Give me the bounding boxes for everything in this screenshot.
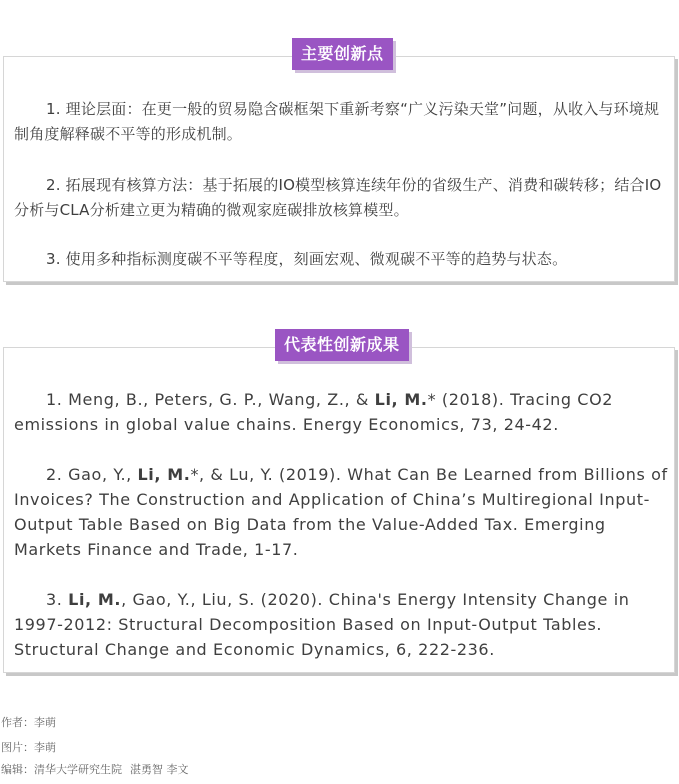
footer-author: 作者：李萌: [1, 716, 56, 729]
reference-details: * (2018). Tracing CO2 emissions in global value chains. Energy Economics, 73, 24-42.: [14, 390, 614, 434]
reference-number: 3.: [46, 590, 69, 609]
footer-editor-org: 清华大学研究生院: [34, 763, 122, 776]
reference-item-3: [14, 587, 672, 662]
innovation-points-card: [3, 56, 675, 282]
reference-author-highlight: Li, M.: [68, 590, 122, 609]
section-title-results: 代表性创新成果: [275, 329, 409, 361]
reference-number: 2.: [46, 465, 69, 484]
reference-author-highlight: Li, M.: [374, 390, 428, 409]
reference-authors-pre: Gao, Y.,: [68, 465, 138, 484]
footer-editor-label: 编辑：: [1, 763, 34, 776]
section-title-innovation: 主要创新点: [292, 38, 393, 70]
reference-authors-pre: Meng, B., Peters, G. P., Wang, Z., &: [68, 390, 375, 409]
reference-details: *, & Lu, Y. (2019). What Can Be Learned from Billions of Invoices? The Construction and Application of China’s Multiregional Input-Output Table Based on Big Data from the Value-Added Tax. Emerging Markets Finance and Trade, 1-17.: [14, 465, 668, 559]
innovation-point-3: 3. 使用多种指标测度碳不平等程度，刻画宏观、微观碳不平等的趋势与状态。: [46, 250, 568, 268]
footer-editor-names: 湛勇智 李文: [130, 763, 189, 776]
innovation-point-2: 2. 拓展现有核算方法：基于拓展的IO模型核算连续年份的省级生产、消费和碳转移；结合IO分析与CLA分析建立更为精确的微观家庭碳排放核算模型。: [14, 176, 662, 219]
footer-image-credit: 图片：李萌: [1, 741, 56, 754]
reference-item-1: [14, 387, 672, 437]
reference-item-2: [14, 462, 672, 562]
footer-editor: [1, 763, 189, 777]
reference-author-highlight: Li, M.: [137, 465, 191, 484]
reference-number: 1.: [46, 390, 69, 409]
innovation-point-1: 1. 理论层面：在更一般的贸易隐含碳框架下重新考察“广义污染天堂”问题，从收入与环境规制角度解释碳不平等的形成机制。: [14, 100, 660, 143]
reference-details: , Gao, Y., Liu, S. (2020). China's Energy Intensity Change in 1997-2012: Structural Decomposition Based on Input-Output Tables. Structural Change and Economic Dynamics, 6, 222-236.: [14, 590, 630, 659]
representative-results-card: [3, 347, 675, 673]
